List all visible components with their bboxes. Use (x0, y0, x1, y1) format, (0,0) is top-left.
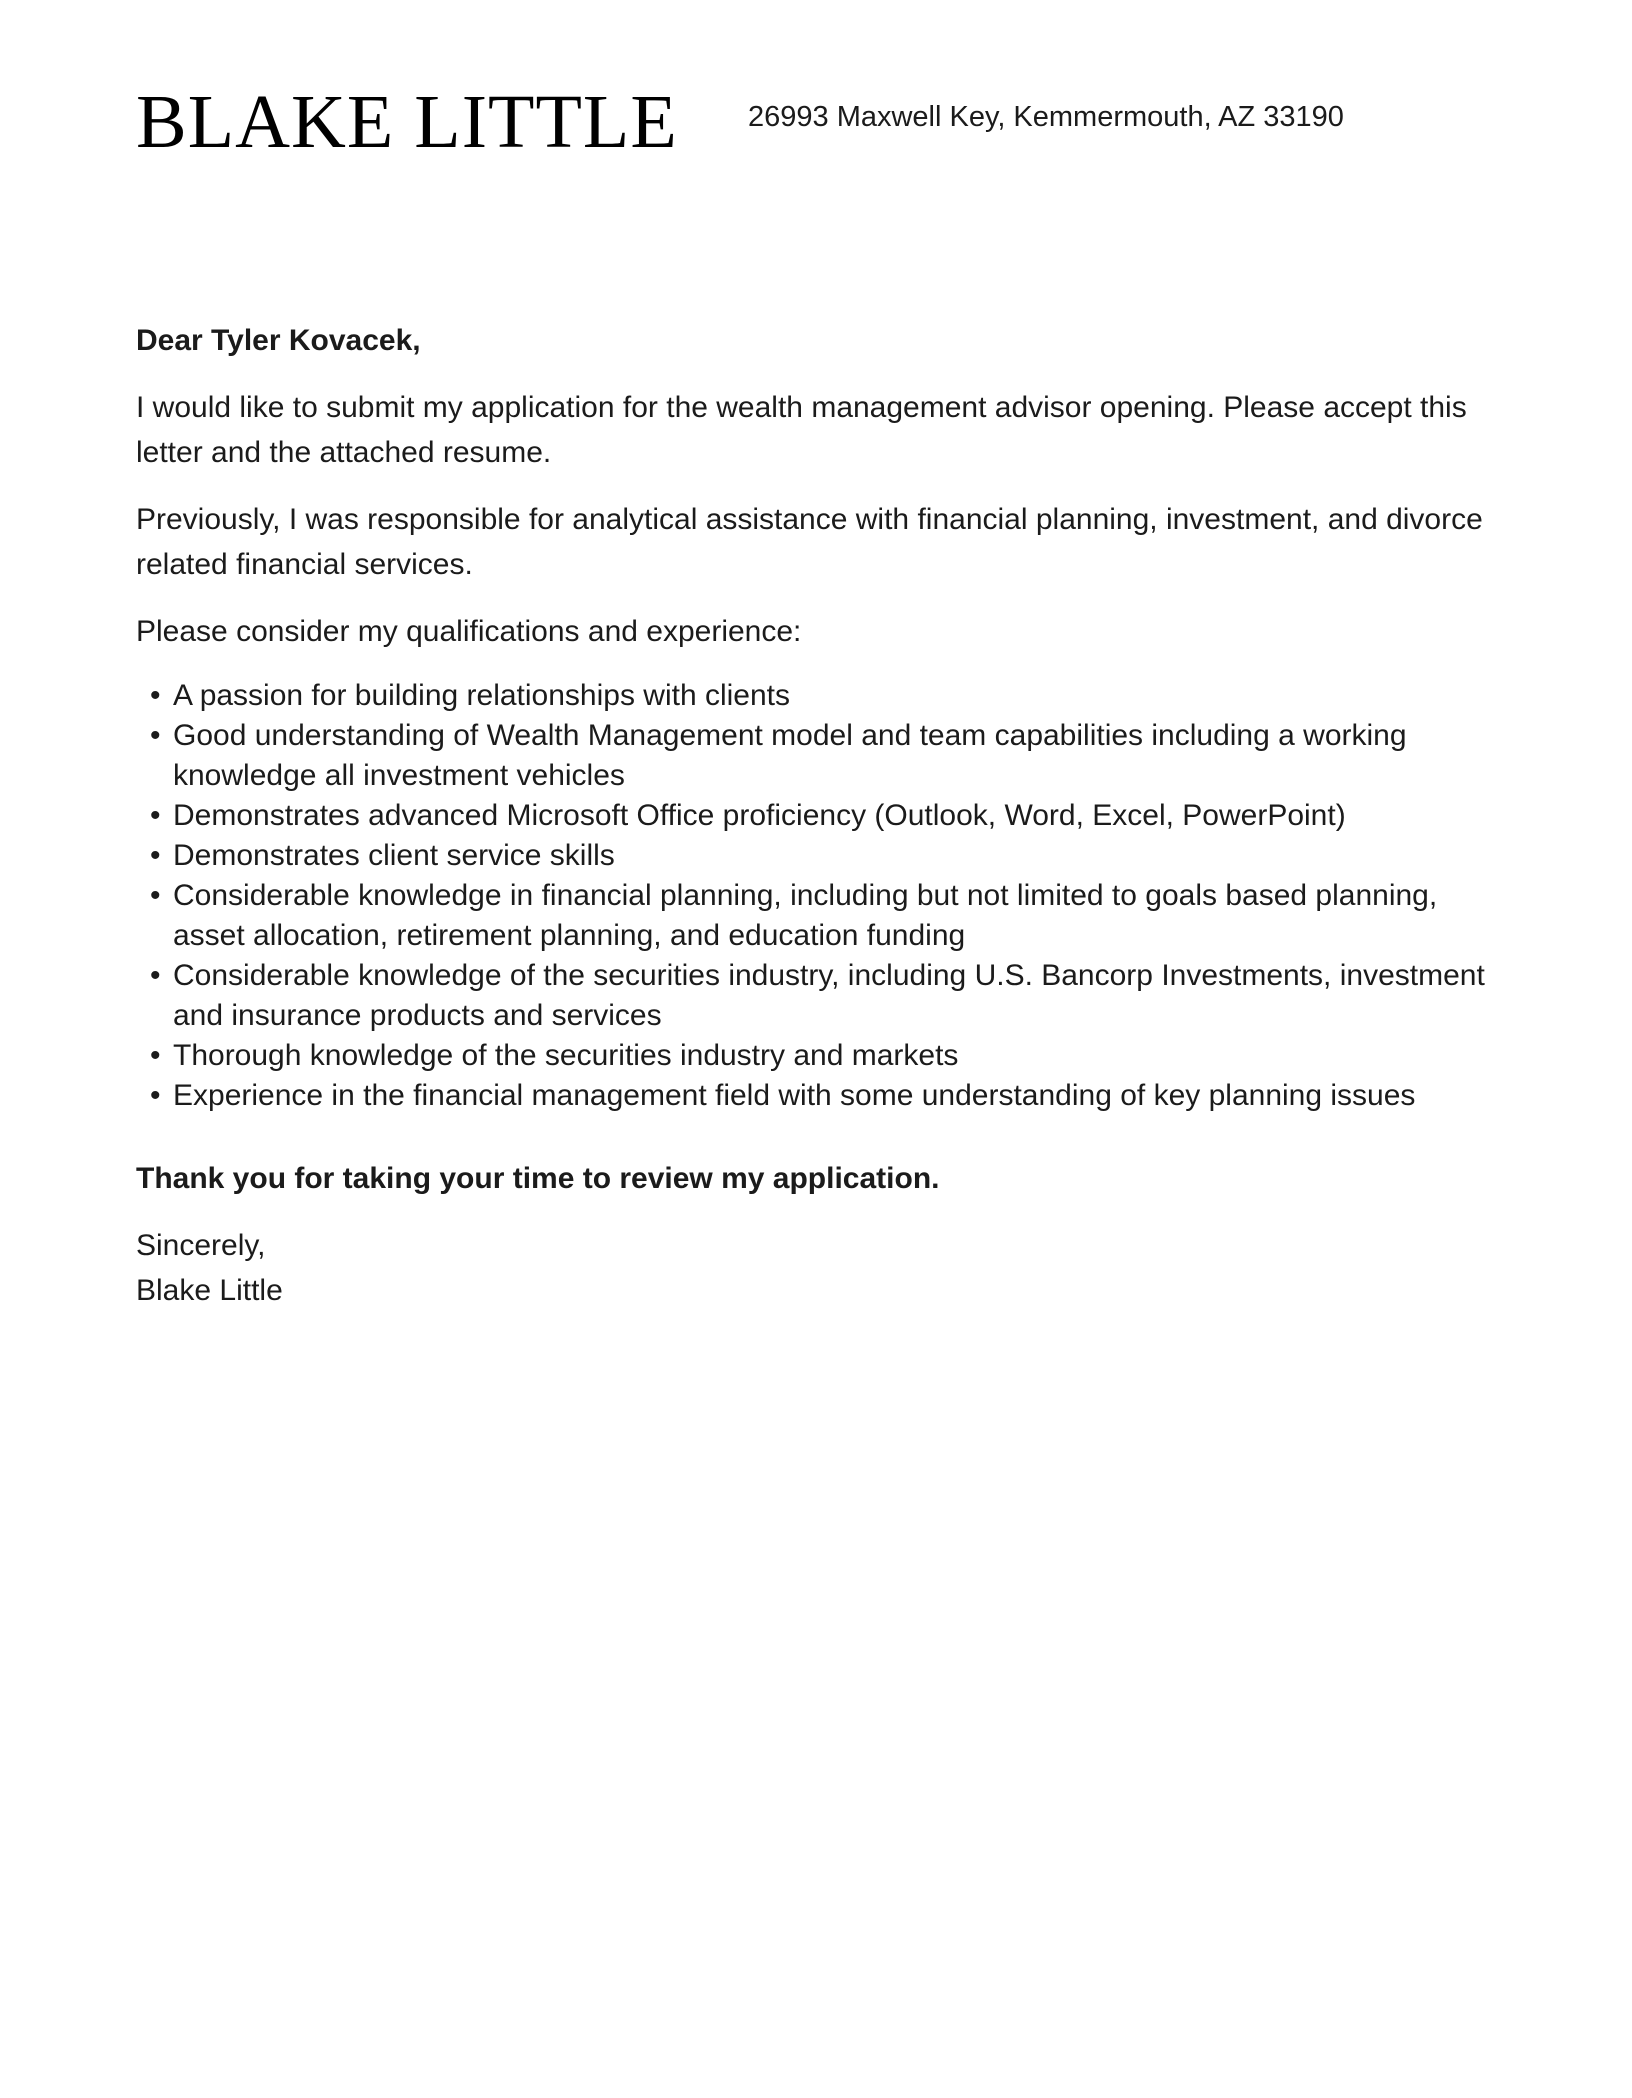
closing-thanks: Thank you for taking your time to review my application. (136, 1162, 940, 1195)
paragraph-qualifications-lead: Please consider my qualifications and experience: (136, 615, 802, 648)
qualification-item: • Good understanding of Wealth Management model and team capabilities including a working knowledge all investment vehicles (136, 716, 1496, 796)
salutation: Dear Tyler Kovacek, (136, 324, 421, 357)
signoff-block (136, 1223, 1496, 1313)
qualification-item: • Considerable knowledge in financial planning, including but not limited to goals based planning, asset allocation, retirement planning, and education funding (136, 876, 1496, 956)
letter-body (136, 318, 1496, 1335)
qualification-item: • Experience in the financial management field with some understanding of key planning issues (136, 1076, 1496, 1116)
paragraph-application: I would like to submit my application for the wealth management advisor opening. Please accept this letter and the attached resume. (136, 391, 1467, 469)
qualification-item: • Demonstrates client service skills (136, 836, 1496, 876)
qualification-item: • A passion for building relationships with clients (136, 676, 1496, 716)
sender-address: 26993 Maxwell Key, Kemmermouth, AZ 33190 (748, 101, 1344, 133)
signature-name: Blake Little (136, 1274, 283, 1307)
qualification-item: • Considerable knowledge of the securities industry, including U.S. Bancorp Investments, investment and insurance products and services (136, 956, 1496, 1036)
qualifications-list (136, 676, 1496, 1116)
qualification-item: • Demonstrates advanced Microsoft Office proficiency (Outlook, Word, Excel, PowerPoint) (136, 796, 1496, 836)
signoff: Sincerely, (136, 1229, 266, 1262)
qualification-item: • Thorough knowledge of the securities industry and markets (136, 1036, 1496, 1076)
paragraph-previous-experience: Previously, I was responsible for analytical assistance with financial planning, investment, and divorce related financial services. (136, 503, 1483, 581)
sender-name-title: BLAKE LITTLE (136, 80, 678, 164)
